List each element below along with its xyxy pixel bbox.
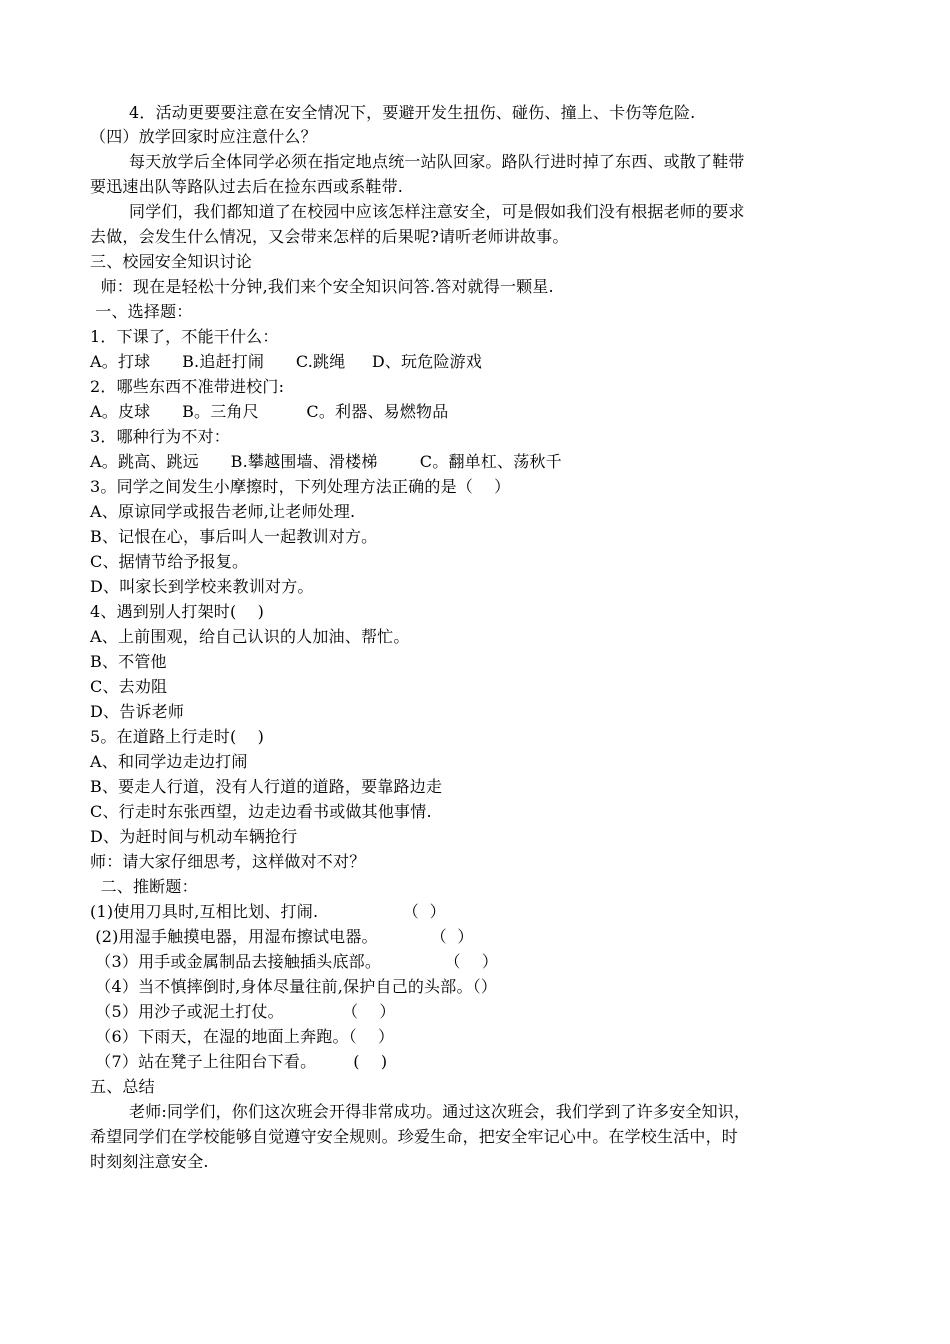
answer-option: A、和同学边走边打闹: [90, 752, 248, 771]
judgment-item: （3）用手或金属制品去接触插头底部。 （ ）: [90, 952, 499, 971]
judgment-item: （6）下雨天，在湿的地面上奔跑。（ ）: [90, 1027, 395, 1046]
question: 4、遇到别人打架时( ): [90, 602, 265, 621]
answer-option: D、告诉老师: [90, 702, 185, 721]
answer-options: A。皮球 B。三角尺 C。利器、易燃物品: [90, 402, 449, 421]
answer-option: B、不管他: [90, 652, 167, 671]
text-line: 要迅速出队等路队过去后在捡东西或系鞋带.: [90, 177, 404, 196]
answer-option: D、为赶时间与机动车辆抢行: [90, 827, 298, 846]
text-line: 去做，会发生什么情况，又会带来怎样的后果呢?请听老师讲故事。: [90, 227, 569, 246]
answer-option: A、上前围观，给自己认识的人加油、帮忙。: [90, 627, 410, 646]
text-line: 师：现在是轻松十分钟,我们来个安全知识问答.答对就得一颗星.: [90, 277, 554, 296]
judgment-item: （7）站在凳子上往阳台下看。 ( ): [90, 1052, 388, 1071]
answer-options: A。打球 B.追赶打闹 C.跳绳 D、玩危险游戏: [90, 352, 483, 371]
answer-option: B、记恨在心，事后叫人一起教训对方。: [90, 527, 378, 546]
section-heading: 三、校园安全知识讨论: [90, 252, 253, 271]
question: 3。同学之间发生小摩擦时，下列处理方法正确的是（ ）: [90, 477, 511, 496]
judgment-item: （5）用沙子或泥土打仗。 （ ）: [90, 1002, 396, 1021]
question: 1．下课了，不能干什么：: [90, 327, 279, 346]
answer-option: C、去劝阻: [90, 677, 168, 696]
text-line: 希望同学们在学校能够自觉遵守安全规则。珍爱生命，把安全牢记心中。在学校生活中，时: [90, 1127, 739, 1146]
answer-option: B、要走人行道，没有人行道的道路，要靠路边走: [90, 777, 443, 796]
question: 3．哪种行为不对：: [90, 427, 230, 446]
text-line: 同学们，我们都知道了在校园中应该怎样注意安全，可是假如我们没有根据老师的要求: [129, 202, 745, 221]
text-line: 师：请大家仔细思考，这样做对不对？: [90, 852, 366, 871]
question: 2．哪些东西不准带进校门:: [90, 377, 285, 396]
judgment-item: (1)使用刀具时,互相比划、打闹. （ ）: [90, 902, 446, 921]
answer-option: C、行走时东张西望，边走边看书或做其他事情.: [90, 802, 432, 821]
answer-options: A。跳高、跳远 B.攀越围墙、滑楼梯 C。翻单杠、荡秋千: [90, 452, 562, 471]
section-heading: 一、选择题：: [90, 302, 193, 321]
text-line: 时刻刻注意安全.: [90, 1152, 209, 1171]
section-heading: （四）放学回家时应注意什么？: [90, 127, 317, 146]
text-line: 老师:同学们，你们这次班会开得非常成功。通过这次班会，我们学到了许多安全知识，: [129, 1102, 751, 1121]
answer-option: A、原谅同学或报告老师,让老师处理.: [90, 502, 356, 521]
question: 5。在道路上行走时( ): [90, 727, 265, 746]
section-heading: 五、总结: [90, 1077, 155, 1096]
judgment-item: (2)用湿手触摸电器，用湿布擦试电器。 （ ）: [90, 927, 474, 946]
judgment-item: （4）当不慎摔倒时,身体尽量往前,保护自己的头部。（）: [90, 977, 498, 996]
text-line: 4．活动更要要注意在安全情况下，要避开发生扭伤、碰伤、撞上、卡伤等危险.: [129, 103, 696, 122]
answer-option: D、叫家长到学校来教训对方。: [90, 577, 314, 596]
answer-option: C、据情节给予报复。: [90, 552, 249, 571]
text-line: 每天放学后全体同学必须在指定地点统一站队回家。路队行进时掉了东西、或散了鞋带: [129, 152, 745, 171]
section-heading: 二、推断题：: [90, 877, 198, 896]
